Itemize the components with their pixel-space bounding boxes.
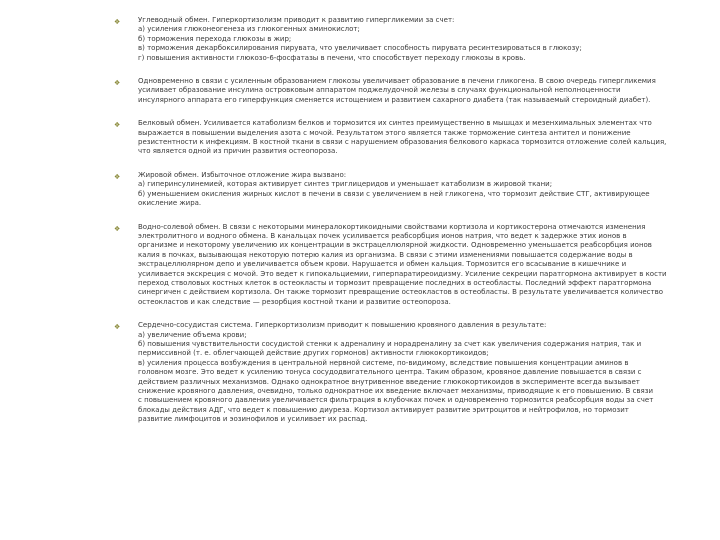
paragraph-line: синергичен с действием кортизола. Он также тормозит превращение остеокластов в остеобласты. В результате увеличивается количество [138, 288, 663, 297]
paragraph-line: усиливает образование инсулина островковым аппаратом поджелудочной железы в случаях функциональной неполноценности [138, 86, 621, 95]
paragraph-line: Одновременно в связи с усиленным образованием глюкозы увеличивает образование в печени гликогена. В свою очередь гипергликемия [138, 77, 656, 86]
paragraph-line: пермиссивной (т. е. облегчающей действие других гормонов) активности глюкокортикоидов; [138, 349, 489, 358]
paragraph-line: с повышением кровяного давления увеличивается фильтрация в клубочках почек и одновременно тормозится реабсорбция воды за счет [138, 396, 654, 405]
paragraph-line: переход стволовых костных клеток в остеокласты и тормозит превращение последних в остеобласты. Последний эффект паратгормона [138, 278, 652, 287]
paragraph-line: калия в почках, вызывающая некоторую потерю калия из организма. В связи с этими изменениями повышается содержание воды в [138, 250, 633, 259]
paragraph-line: б) торможения перехода глюкозы в жир; [138, 34, 292, 43]
bullet-diamond-icon: ❖ [114, 224, 121, 233]
paragraph-line: Углеводный обмен. Гиперкортизолизм приводит к развитию гипергликемии за счет: [138, 16, 455, 24]
list-item [114, 77, 710, 105]
paragraph-line: б) повышения чувствительности сосудистой стенки к адреналину и норадреналину за счет как увеличения содержания натрия, так и [138, 339, 642, 348]
paragraph-line: блокады действия АДГ, что ведет к повышению диуреза. Кортизол активирует развитие эритроцитов и нейтрофилов, но тормозит [138, 405, 629, 414]
list-item [114, 119, 710, 157]
paragraph-line: Сердечно-сосудистая система. Гиперкортизолизм приводит к повышению кровяного давления в результате: [138, 321, 547, 330]
paragraph-line: окисление жира. [138, 199, 202, 208]
bullet-diamond-icon: ❖ [114, 79, 121, 88]
paragraph-line: Белковый обмен. Усиливается катаболизм белков и тормозится их синтез преимущественно в мышцах и мезенхимальных элементах что [138, 119, 652, 128]
paragraph-line: головном мозге. Это ведет к усилению тонуса сосудодвигательного центра. Таким образом, кровяное давление повышается в связи с [138, 368, 642, 377]
paragraph-line: усиливается экскреция с мочой. Это ведет к гипокальциемии, гиперпаратиреоидизму. Усиление секреции паратгормона активирует в кости [138, 269, 667, 278]
paragraph-line: выражается в повышении выделения азота с мочой. Результатом этого является также торможение синтеза антител и понижение [138, 128, 631, 137]
paragraph-line: в) торможения декарбоксилирования пирувата, что увеличивает способность пирувата ресинтезироваться в глюкозу; [138, 44, 582, 53]
paragraph-line: б) уменьшением окисления жирных кислот в печени в связи с увеличением в ней гликогена, что тормозит действие СТГ, активирующее [138, 189, 650, 198]
paragraph-line: действием различных механизмов. Однако однократное внутривенное введение глюкокортикоидов в эксперименте всегда вызывает [138, 377, 640, 386]
paragraph-line: развитие лимфоцитов и эозинофилов и усиливает их распад. [138, 415, 368, 424]
paragraph-line: а) увеличение объема крови; [138, 330, 247, 339]
paragraph-line: экстрацеллюлярном депо и увеличивается объем крови. Нарушается и обмен кальция. Тормозится его всасывание в кишечнике и [138, 260, 627, 269]
bullet-diamond-icon: ❖ [114, 172, 121, 181]
paragraph-line: остеокластов и как следствие — резорбция костной ткани и развитие остеопороза. [138, 297, 451, 306]
list-item [114, 171, 710, 209]
paragraph-line: снижение кровяного давления, очевидно, только однократное их введение включает механизмы, приводящие к его повышению. В связи [138, 387, 654, 395]
paragraph-line: а) гиперинсулинемией, которая активирует синтез триглицеридов и уменьшает катаболизм в жировой ткани; [138, 180, 553, 189]
paragraph-line: электролитного и водного обмена. В канальцах почек усиливается реабсорбция ионов натрия, что ведет к задержке этих ионов в [138, 231, 627, 240]
paragraph-line: резистентности к инфекциям. В костной ткани в связи с нарушением образования белкового каркаса тормозится отложение солей кальция, [138, 138, 667, 147]
list-item [114, 16, 710, 63]
list-item [114, 321, 710, 424]
paragraph-line: что является одной из причин развития остеопороза. [138, 147, 338, 156]
bullet-diamond-icon: ❖ [114, 121, 121, 130]
paragraph-line: а) усиления глюконеогенеза из глюкогенных аминокислот; [138, 25, 360, 34]
paragraph-line: Водно-солевой обмен. В связи с некоторыми минералокортикоидными свойствами кортизола и кортикостерона отмечаются изменения [138, 222, 646, 231]
bullet-list [114, 16, 710, 439]
paragraph-line: г) повышения активности глюкозо-6-фосфатазы в печени, что способствует переходу глюкозы в кровь. [138, 53, 526, 62]
paragraph-line: организме и некоторому увеличению их концентрации в экстрацеллюлярной жидкости. Одновременно уменьшается реабсорбция ионов [138, 241, 652, 250]
paragraph-line: Жировой обмен. Избыточное отложение жира вызвано: [138, 170, 347, 179]
paragraph-line: в) усиления процесса возбуждения в центральной нервной системе, по-видимому, вследствие повышения концентрации аминов в [138, 358, 629, 367]
list-item [114, 223, 710, 308]
bullet-diamond-icon: ❖ [114, 18, 121, 26]
paragraph-line: инсулярного аппарата его гиперфункция сменяется истощением и развитием сахарного диабета (так называемый стероидный диабет). [138, 95, 651, 104]
bullet-diamond-icon: ❖ [114, 323, 121, 332]
